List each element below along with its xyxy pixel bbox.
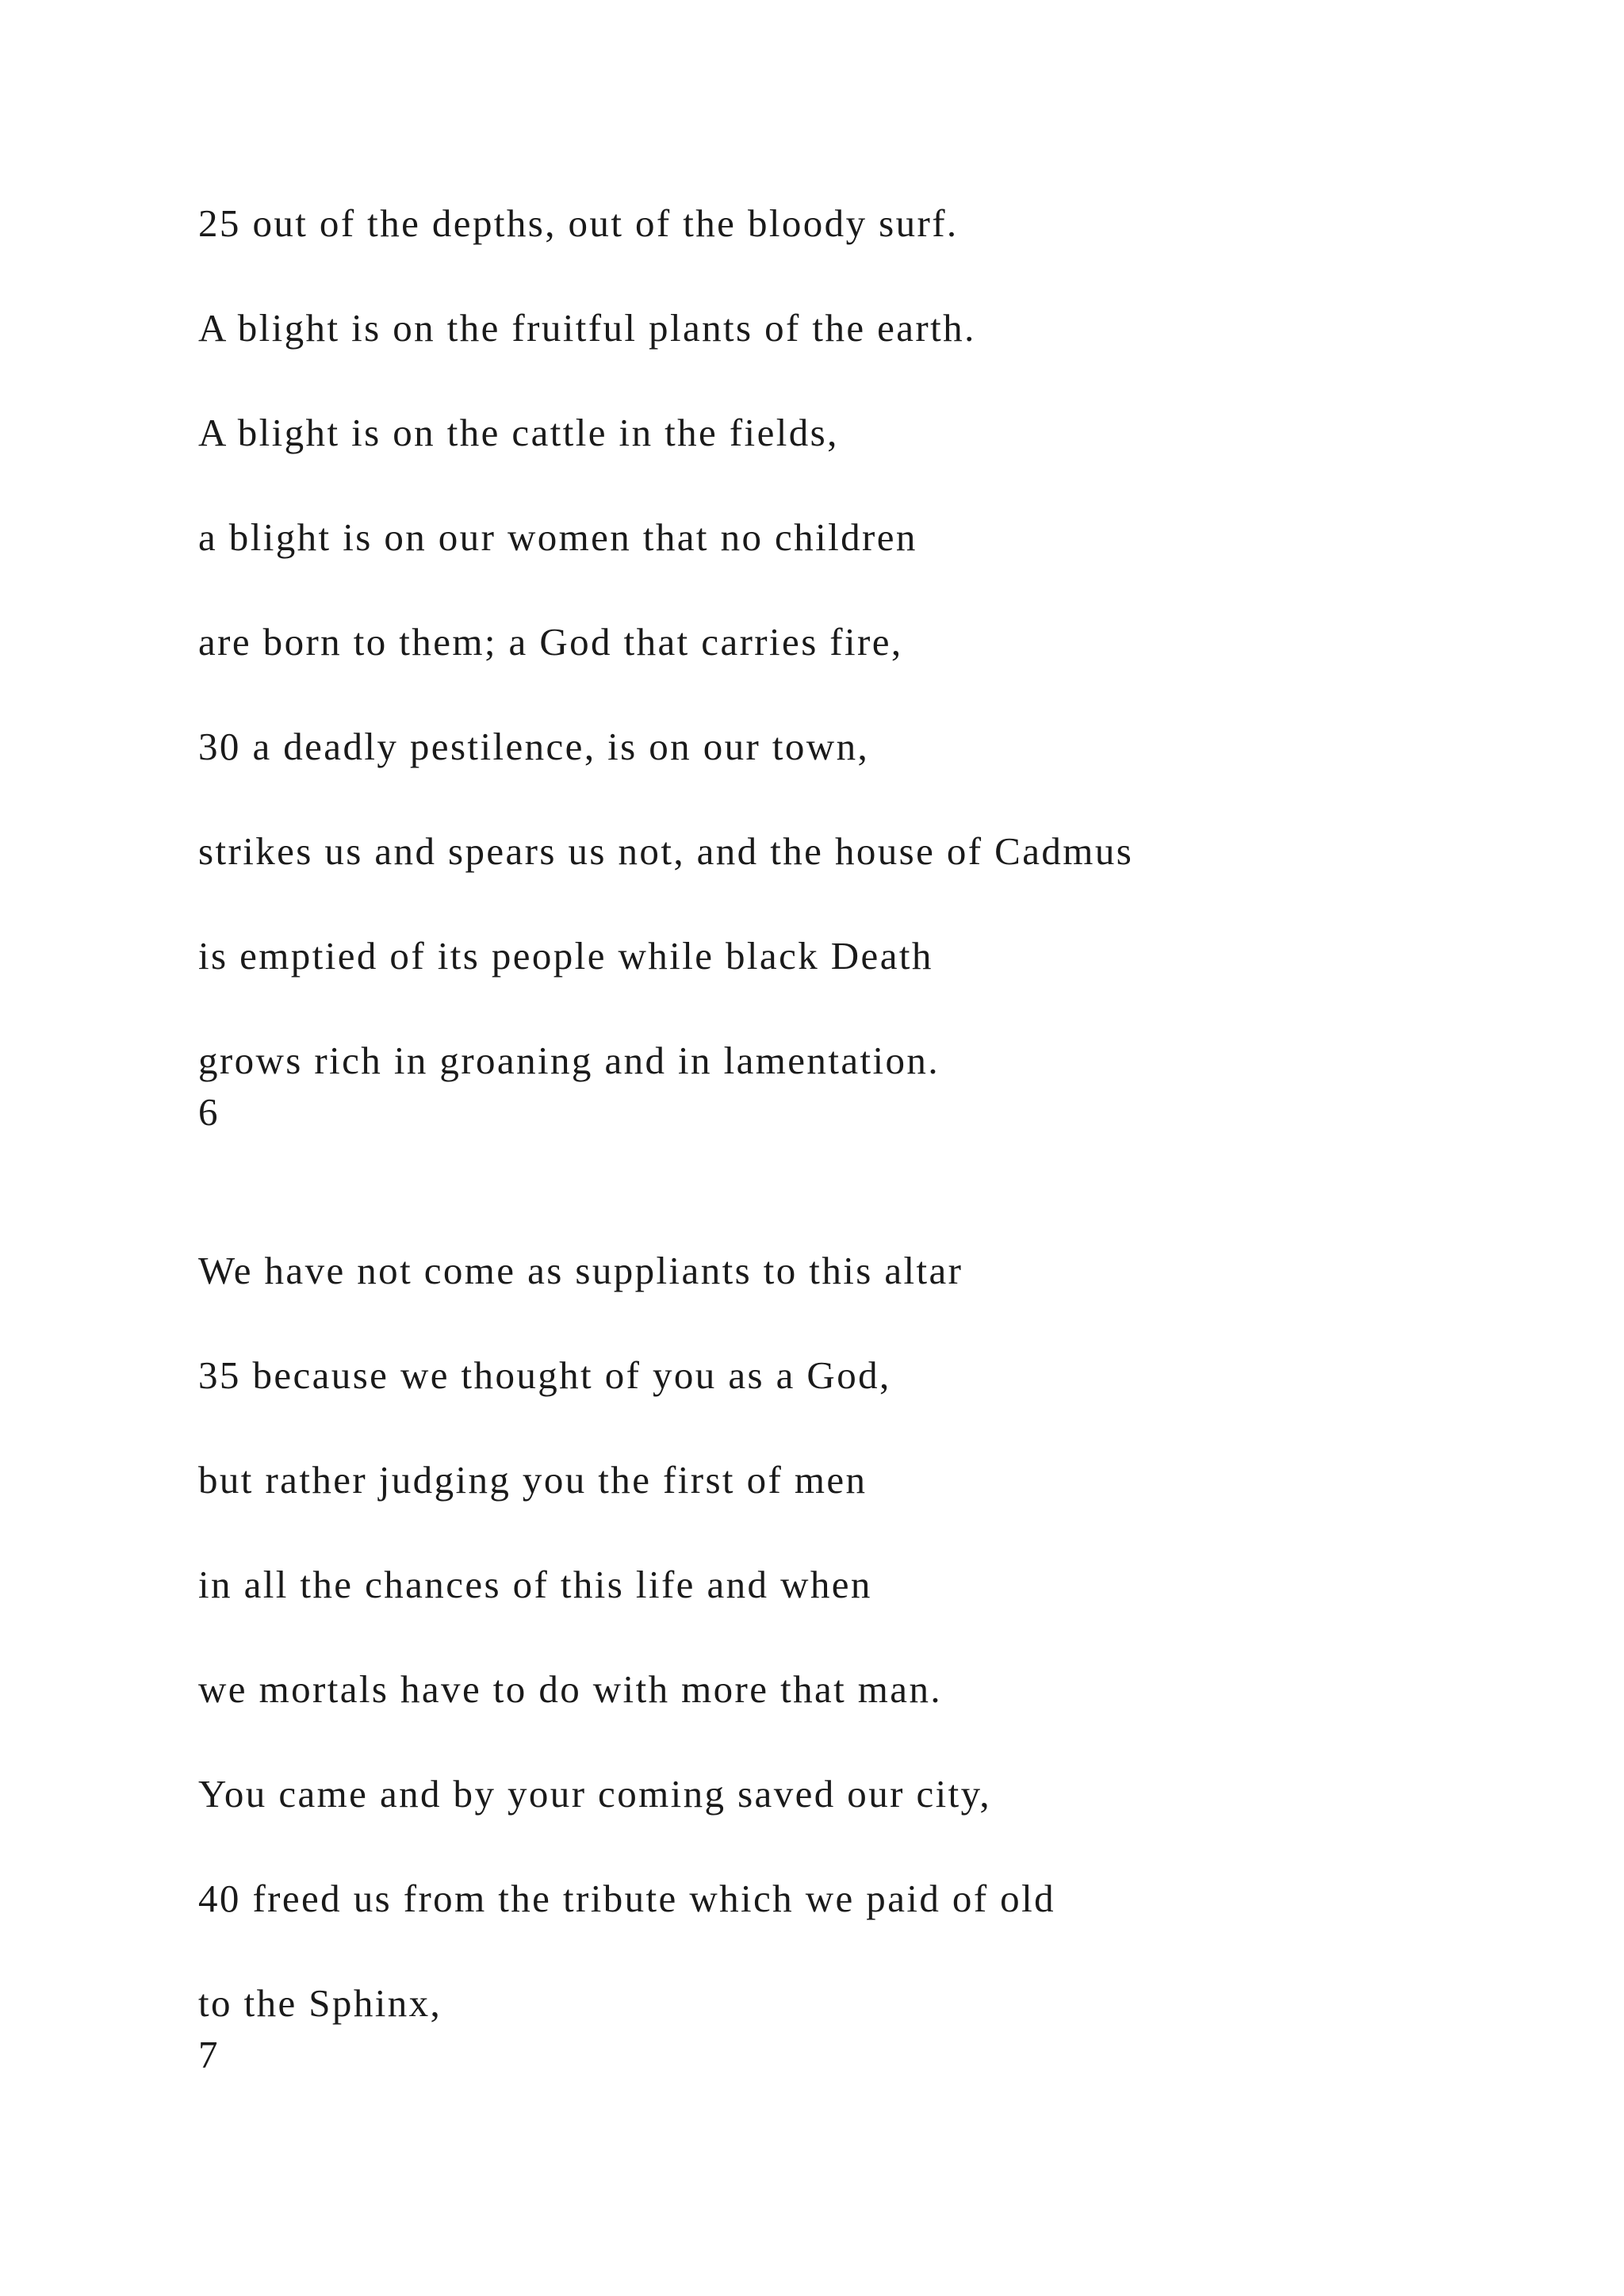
verse-line: 40 freed us from the tribute which we paid of old [198,1877,1055,1920]
verse-line: A blight is on the cattle in the fields, [198,411,839,454]
page-number: 7 [198,2033,220,2076]
verse-line: a blight is on our women that no children [198,515,917,559]
verse-line: A blight is on the fruitful plants of the earth. [198,306,976,350]
page-number: 6 [198,1090,220,1134]
verse-line: we mortals have to do with more that man. [198,1667,943,1711]
verse-line: 30 a deadly pestilence, is on our town, [198,725,870,768]
verse-line: grows rich in groaning and in lamentation. [198,1039,940,1082]
verse-line: 25 out of the depths, out of the bloody surf. [198,201,959,245]
verse-line: is emptied of its people while black Death [198,934,933,978]
verse-line: are born to them; a God that carries fire, [198,620,903,664]
verse-line: You came and by your coming saved our city, [198,1772,992,1816]
verse-line: strikes us and spears us not, and the house of Cadmus [198,829,1134,873]
verse-line: to the Sphinx, [198,1981,442,2025]
verse-line: We have not come as suppliants to this altar [198,1249,963,1292]
verse-line: 35 because we thought of you as a God, [198,1353,891,1397]
verse-line: but rather judging you the first of men [198,1458,868,1502]
verse-line: in all the chances of this life and when [198,1563,872,1606]
